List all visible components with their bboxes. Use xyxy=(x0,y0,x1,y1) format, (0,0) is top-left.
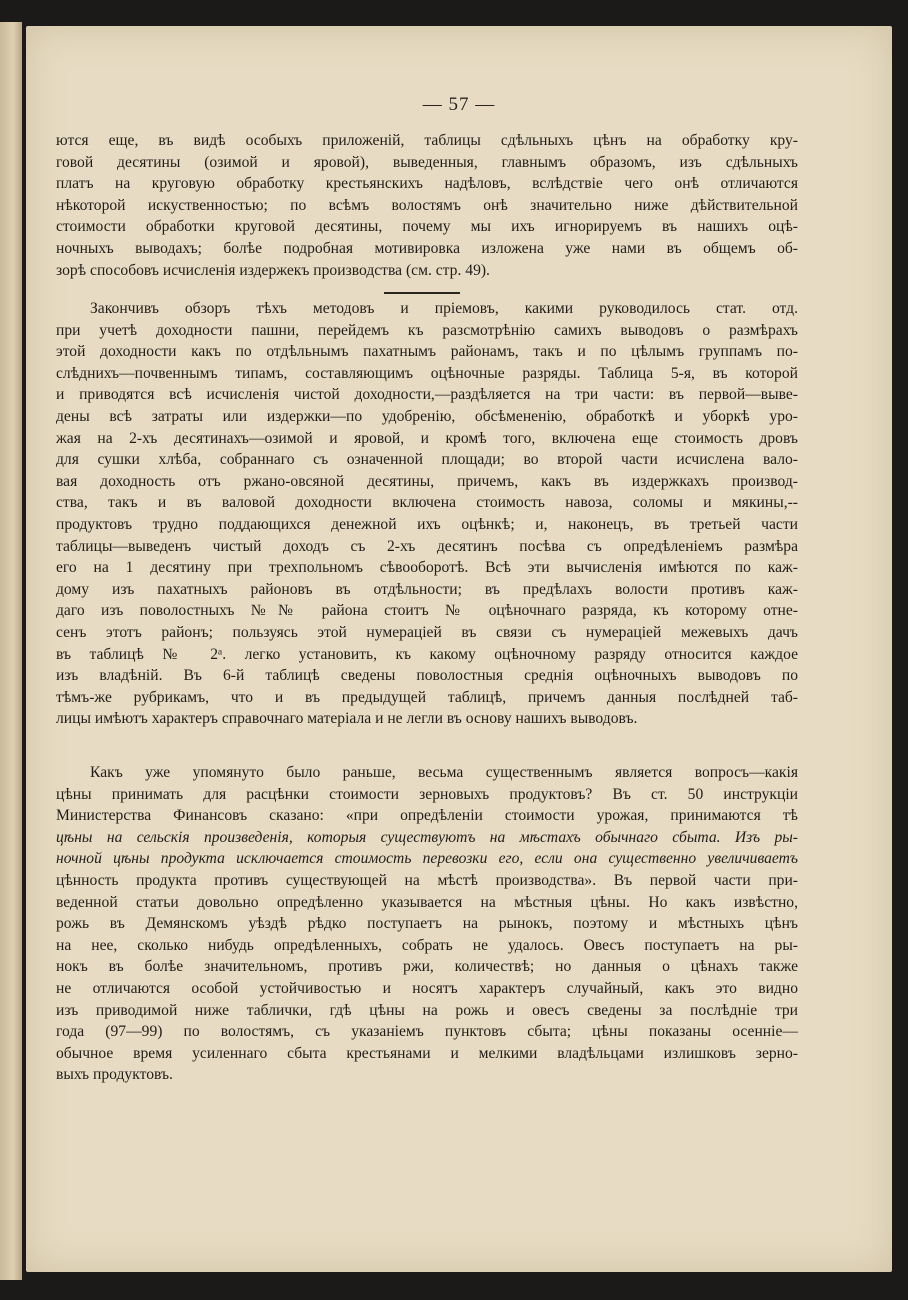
text-line: цѣны принимать для расцѣнки стоимости зерновыхъ продуктовъ? Въ ст. 50 инструкціи xyxy=(56,785,798,803)
text-line: цѣнность продукта противъ существующей на мѣстѣ производства». Въ первой части при- xyxy=(56,871,798,889)
section-divider xyxy=(384,292,460,294)
text-line: ночныхъ выводахъ; болѣе подробная мотивировка изложена уже нами въ общемъ об- xyxy=(56,239,798,257)
text-line: зорѣ способовъ исчисленія издержекъ производства (см. стр. 49). xyxy=(56,261,490,279)
text-line: веденной статьи довольно опредѣленно указывается на мѣстныя цѣны. Но какъ извѣстно, xyxy=(56,893,798,911)
quoted-line: цѣны на сельскія произведенія, которыя существуютъ на мѣстахъ обычнаго сбыта. Изъ ры- xyxy=(56,828,798,846)
text-line: слѣднихъ—почвеннымъ типамъ, составляющимъ оцѣночные разряды. Таблица 5-я, въ которой xyxy=(56,364,798,382)
page-number: — 57 — xyxy=(422,94,496,115)
previous-page-edge xyxy=(0,22,22,1280)
text-line: изъ приводимой ниже таблички, гдѣ цѣны на рожь и овесъ сведены за послѣдніе три xyxy=(56,1001,798,1019)
text-line: лицы имѣютъ характеръ справочнаго матеріала и не легли въ основу нашихъ выводовъ. xyxy=(56,710,638,728)
text-line: Какъ уже упомянуто было раньше, весьма существеннымъ является вопросъ—какія xyxy=(90,764,798,781)
text-line: жая на 2-хъ десятинахъ—озимой и яровой, и кромѣ того, включена еще стоимость дровъ xyxy=(56,429,798,447)
text-line: не отличаются особой устойчивостью и носятъ характеръ случайный, какъ это видно xyxy=(56,979,798,997)
text-line: обычное время усиленнаго сбыта крестьянами и мелкими владѣльцами излишковъ зерно- xyxy=(56,1044,798,1062)
text-line: выхъ продуктовъ. xyxy=(56,1066,173,1084)
text-line: Министерства Финансовъ сказано: «при опредѣленіи стоимости урожая, принимаются тѣ xyxy=(56,807,798,825)
text-line: вая доходность отъ ржано-овсяной десятины, причемъ, какъ въ издержкахъ производ- xyxy=(56,472,798,490)
text-line: изъ владѣній. Въ 6-й таблицѣ сведены поволостныя среднія оцѣночныхъ выводовъ по xyxy=(56,667,798,685)
text-line: года (97—99) по волостямъ, съ указаніемъ пунктовъ сбыта; цѣны показаны осенніе— xyxy=(56,1023,798,1041)
text-line: при учетѣ доходности пашни, перейдемъ къ разсмотрѣнію самихъ выводовъ о размѣрахъ xyxy=(56,321,798,339)
text-line: дены всѣ затраты или издержки—по удобренію, обсѣмененію, обработкѣ и уборкѣ уро- xyxy=(56,407,798,425)
text-line: нѣкоторой искуственностью; по всѣмъ волостямъ онѣ значительно ниже дѣйствительной xyxy=(56,196,798,214)
text-line: платъ на круговую обработку крестьянскихъ надѣловъ, вслѣдствіе чего онѣ отличаются xyxy=(56,175,798,193)
text-line: его на 1 десятину при трехпольномъ сѣвооборотѣ. Всѣ эти вычисленія имѣются по каж- xyxy=(56,559,798,577)
paragraph-1 xyxy=(56,130,798,281)
paragraph-3 xyxy=(56,762,798,1086)
text-line: рожь въ Демянскомъ уѣздѣ рѣдко поступаетъ на рынокъ, поэтому и мѣстныхъ цѣнъ xyxy=(56,915,798,933)
text-line: на нее, сколько нибудь опредѣленныхъ, собрать не удалось. Овесъ поступаетъ на ры- xyxy=(56,936,798,954)
quoted-line: ночной цѣны продукта исключается стоимость перевозки его, если она существенно увеличиваетъ xyxy=(56,850,798,868)
text-line: тѣмъ-же рубрикамъ, что и въ предыдущей таблицѣ, причемъ данныя послѣдней таб- xyxy=(56,688,798,706)
text-line: таблицы—выведенъ чистый доходъ съ 2-хъ десятинъ посѣва съ опредѣленіемъ размѣра xyxy=(56,537,798,555)
text-line: этой доходности какъ по отдѣльнымъ пахатнымъ районамъ, такъ и по цѣлымъ группамъ по- xyxy=(56,343,798,361)
text-line: говой десятины (озимой и яровой), выведенныя, главнымъ образомъ, изъ сдѣльныхъ xyxy=(56,153,798,171)
text-line: стоимости обработки круговой десятины, почему мы ихъ игнорируемъ въ нашихъ оцѣ- xyxy=(56,218,798,236)
text-line: дому изъ пахатныхъ районовъ въ отдѣльности; въ предѣлахъ волости противъ каж- xyxy=(56,580,798,598)
text-line: въ таблицѣ № 2ᵃ. легко установить, къ какому оцѣночному разряду относится каждое xyxy=(56,645,798,663)
text-line: для сушки хлѣба, собраннаго съ означенной площади; во второй части исчислена вало- xyxy=(56,451,798,469)
text-line: ства, такъ и въ валовой доходности включена стоимость навоза, соломы и мякины,-- xyxy=(56,494,798,512)
text-line: Закончивъ обзоръ тѣхъ методовъ и пріемовъ, какими руководилось стат. отд. xyxy=(90,300,798,317)
text-line: продуктовъ трудно поддающихся денежной ихъ оцѣнкѣ; и, наконецъ, въ третьей части xyxy=(56,515,798,533)
text-line: нокъ въ болѣе значительномъ, противъ ржи, количествѣ; но данныя о цѣнахъ также xyxy=(56,958,798,976)
document-page xyxy=(26,26,892,1272)
text-line: даго изъ поволостныхъ №№ района стоитъ № оцѣночнаго разряда, къ которому отне- xyxy=(56,602,798,620)
paragraph-2 xyxy=(56,298,798,730)
text-line: сенъ этотъ районъ; пользуясь этой нумераціей въ связи съ нумераціей межевыхъ дачъ xyxy=(56,623,798,641)
text-line: ются еще, въ видѣ особыхъ приложеній, таблицы сдѣльныхъ цѣнъ на обработку кру- xyxy=(56,132,798,149)
text-line: и приводятся всѣ исчисленія чистой доходности,—раздѣляется на три части: въ первой—выве- xyxy=(56,386,798,404)
